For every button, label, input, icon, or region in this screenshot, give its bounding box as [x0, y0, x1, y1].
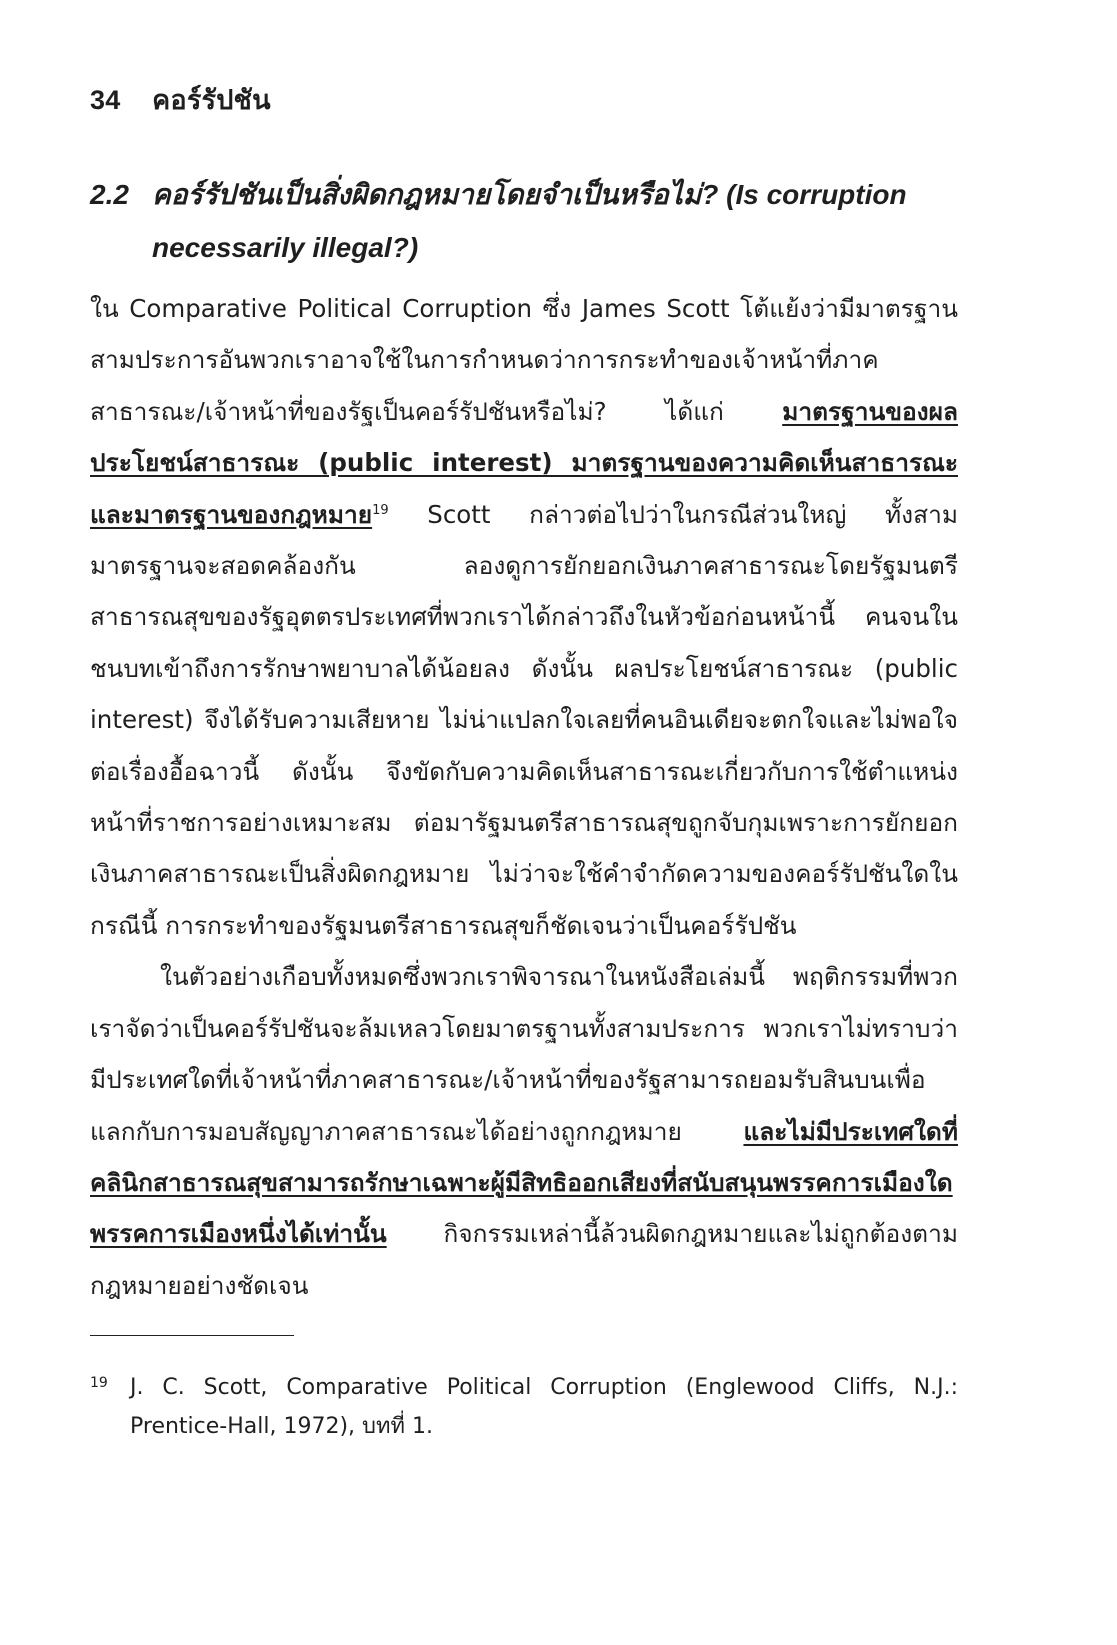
footnote: [90, 1368, 958, 1446]
section-heading: [90, 168, 990, 274]
footnote-divider: [90, 1335, 294, 1336]
paragraph-2: [90, 951, 958, 1311]
paragraph-2-text-b: กิจกรรมเหล่านี้ล้วนผิดกฎหมายและไม่ถูกต้องตามกฎหมายอย่างชัดเจน: [90, 1219, 958, 1300]
section-title-line2: necessarily illegal?): [152, 232, 419, 263]
footnote-text: J. C. Scott, Comparative Political Corruption (Englewood Cliffs, N.J.: Prentice-Hall, 1972), บทที่ 1.: [130, 1375, 958, 1439]
section-number: 2.2: [90, 179, 129, 210]
paragraph-1-text-b: Scott กล่าวต่อไปว่าในกรณีส่วนใหญ่ ทั้งสามมาตรฐานจะสอดคล้องกัน ลองดูการยักยอกเงินภาคสาธารณะโดยรัฐมนตรีสาธารณสุขของรัฐอุตตรประเทศที่พวกเราได้กล่าวถึงในหัวข้อก่อนหน้านี้ คนจนในชนบทเข้าถึงการรักษาพยาบาลได้น้อยลง ดังนั้น ผลประโยชน์สาธารณะ (public interest) จึงได้รับความเสียหาย ไม่น่าแปลกใจเลยที่คนอินเดียจะตกใจและไม่พอใจต่อเรื่องอื้อฉาวนี้ ดังนั้น จึงขัดกับความคิดเห็นสาธารณะเกี่ยวกับการใช้ตำแหน่งหน้าที่ราชการอย่างเหมาะสม ต่อมารัฐมนตรีสาธารณสุขถูกจับกุมเพราะการยักยอกเงินภาคสาธารณะเป็นสิ่งผิดกฎหมาย ไม่ว่าจะใช้คำจำกัดความของคอร์รัปชันใดในกรณีนี้ การกระทำของรัฐมนตรีสาธารณสุขก็ชัดเจนว่าเป็นคอร์รัปชัน: [90, 499, 958, 940]
running-title: คอร์รัปชัน: [152, 85, 271, 115]
footnote-number: 19: [90, 1375, 108, 1391]
section-title-line1: คอร์รัปชันเป็นสิ่งผิดกฎหมายโดยจำเป็นหรือไม่? (Is corruption: [152, 179, 907, 210]
body-text: [90, 283, 958, 1311]
paragraph-2-text-a: ในตัวอย่างเกือบทั้งหมดซึ่งพวกเราพิจารณาในหนังสือเล่มนี้ พฤติกรรมที่พวกเราจัดว่าเป็นคอร์รัปชันจะล้มเหลวโดยมาตรฐานทั้งสามประการ พวกเราไม่ทราบว่ามีประเทศใดที่เจ้าหน้าที่ภาคสาธารณะ/เจ้าหน้าที่ของรัฐสามารถยอมรับสินบนเพื่อแลกกับการมอบสัญญาภาคสาธารณะได้อย่างถูกกฎหมาย: [90, 962, 958, 1146]
paragraph-1: [90, 283, 958, 951]
paragraph-1-text-a: ใน Comparative Political Corruption ซึ่ง James Scott โต้แย้งว่ามีมาตรฐานสามประการอันพวกเราอาจใช้ในการกำหนดว่าการกระทำของเจ้าหน้าที่ภาคสาธารณะ/เจ้าหน้าที่ของรัฐเป็นคอร์รัปชันหรือไม่? ได้แก่: [90, 294, 958, 426]
page-number: 34: [90, 85, 121, 115]
paragraph-1-emphasis: มาตรฐานของผลประโยชน์สาธารณะ (public interest) มาตรฐานของความคิดเห็นสาธารณะ และมาตรฐานของกฎหมาย: [90, 396, 958, 529]
footnote-reference: 19: [372, 502, 389, 518]
running-header: [90, 78, 271, 121]
paragraph-2-emphasis: และไม่มีประเทศใดที่คลินิกสาธารณสุขสามารถรักษาเฉพาะผู้มีสิทธิออกเสียงที่สนับสนุนพรรคการเมืองใดพรรคการเมืองหนึ่งได้เท่านั้น: [90, 1116, 958, 1249]
